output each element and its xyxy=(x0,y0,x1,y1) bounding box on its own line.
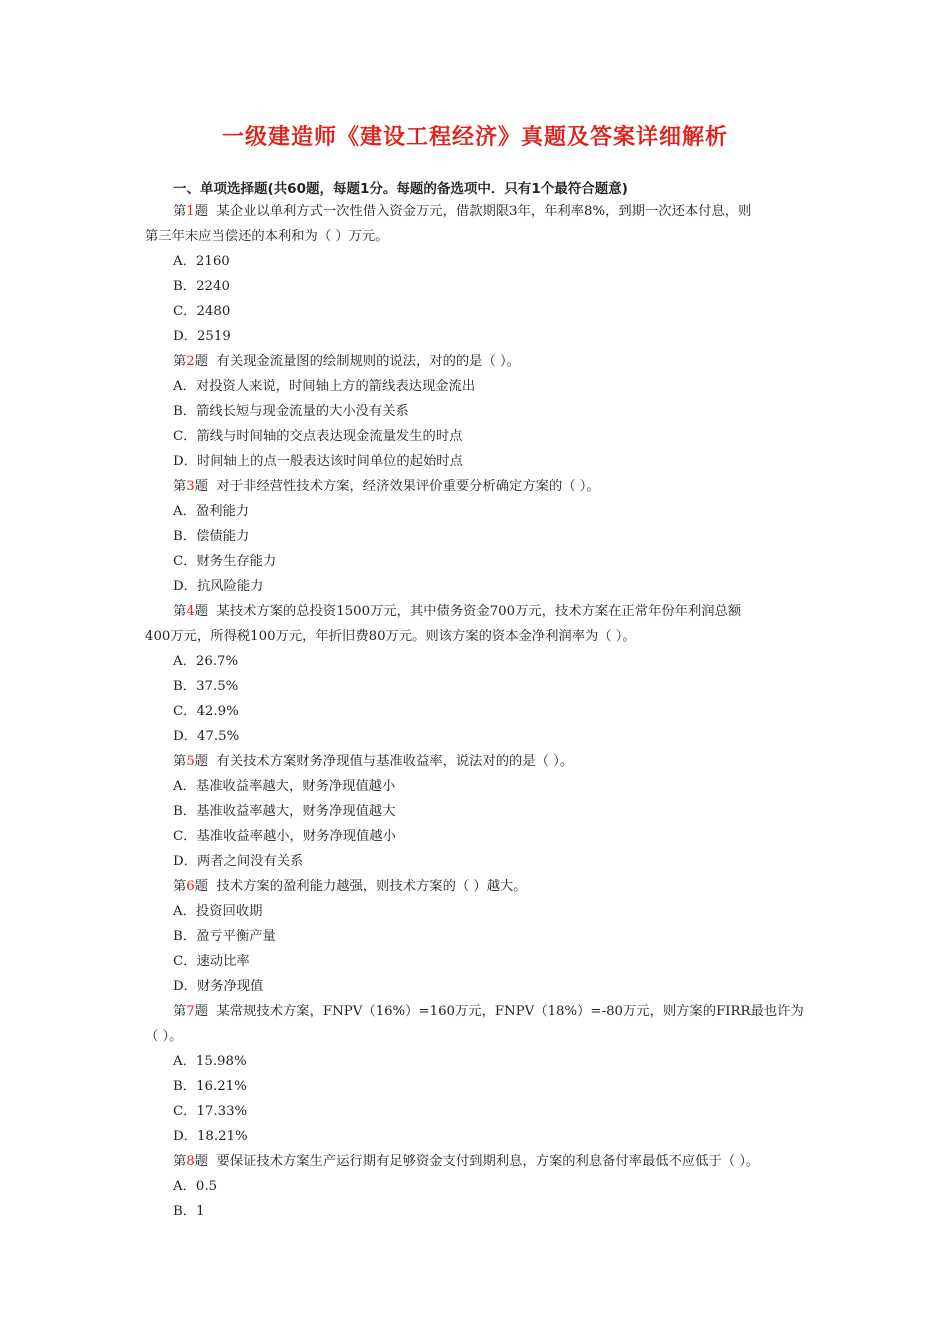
question-text: 有关现金流量图的绘制规则的说法，对的的是（ ）。 xyxy=(216,354,520,369)
question-2 xyxy=(145,349,825,374)
answer-option: B．2240 xyxy=(173,279,230,294)
question-prefix: 第 xyxy=(173,1154,187,1169)
question-7 xyxy=(145,999,825,1024)
question-prefix: 第 xyxy=(173,204,187,219)
answer-option: A．0.5 xyxy=(173,1179,218,1194)
answer-option: C．2480 xyxy=(173,304,231,319)
question-5 xyxy=(145,749,825,774)
answer-option: B．16.21% xyxy=(173,1079,247,1094)
question-6 xyxy=(145,874,825,899)
question-suffix: 题 xyxy=(194,1154,209,1169)
question-text-continued: （ ）。 xyxy=(145,1029,183,1044)
question-text: 技术方案的盈利能力越强，则技术方案的（ ）越大。 xyxy=(216,879,527,894)
answer-option: C．42.9% xyxy=(173,704,239,719)
answer-option: A．投资回收期 xyxy=(173,904,263,919)
answer-option: B．基准收益率越大，财务净现值越大 xyxy=(173,804,396,819)
question-text: 某企业以单利方式一次性借入资金万元，借款期限3年，年利率8%，到期一次还本付息，则 xyxy=(216,204,752,219)
question-number: 7 xyxy=(186,1004,195,1019)
question-prefix: 第 xyxy=(173,354,187,369)
question-text: 某常规技术方案，FNPV（16%）=160万元，FNPV（18%）=-80万元，则方案的FIRR最也许为 xyxy=(216,1004,804,1019)
answer-option: B．37.5% xyxy=(173,679,239,694)
question-prefix: 第 xyxy=(173,479,187,494)
answer-option: C．基准收益率越小，财务净现值越小 xyxy=(173,829,396,844)
question-suffix: 题 xyxy=(194,754,209,769)
question-prefix: 第 xyxy=(173,879,187,894)
answer-option: D．18.21% xyxy=(173,1129,248,1144)
question-prefix: 第 xyxy=(173,1004,187,1019)
answer-option: A．15.98% xyxy=(173,1054,247,1069)
question-number: 3 xyxy=(186,479,195,494)
answer-option: D．47.5% xyxy=(173,729,240,744)
answer-option: B．1 xyxy=(173,1204,205,1219)
question-8 xyxy=(145,1149,825,1174)
question-list xyxy=(145,199,825,1224)
question-number: 1 xyxy=(186,204,195,219)
section-heading: 一、单项选择题(共60题，每题1分。每题的备选项中．只有1个最符合题意) xyxy=(173,181,628,197)
answer-option: A．基准收益率越大，财务净现值越小 xyxy=(173,779,396,794)
question-suffix: 题 xyxy=(194,604,209,619)
answer-option: C．17.33% xyxy=(173,1104,248,1119)
question-number: 2 xyxy=(186,354,195,369)
answer-option: D．2519 xyxy=(173,329,231,344)
question-prefix: 第 xyxy=(173,754,187,769)
question-number: 5 xyxy=(186,754,195,769)
question-1 xyxy=(145,199,825,224)
question-3 xyxy=(145,474,825,499)
question-text-continued: 第三年末应当偿还的本利和为（ ）万元。 xyxy=(145,229,389,244)
question-number: 6 xyxy=(186,879,195,894)
answer-option: A．对投资人来说，时间轴上方的箭线表达现金流出 xyxy=(173,379,476,394)
answer-option: C．财务生存能力 xyxy=(173,554,277,569)
answer-option: B．偿债能力 xyxy=(173,529,250,544)
question-prefix: 第 xyxy=(173,604,187,619)
answer-option: C．速动比率 xyxy=(173,954,250,969)
answer-option: A．26.7% xyxy=(173,654,239,669)
question-suffix: 题 xyxy=(194,1004,209,1019)
answer-option: C．箭线与时间轴的交点表达现金流量发生的时点 xyxy=(173,429,463,444)
question-number: 8 xyxy=(186,1154,195,1169)
answer-option: B．箭线长短与现金流量的大小没有关系 xyxy=(173,404,409,419)
answer-option: B．盈亏平衡产量 xyxy=(173,929,276,944)
answer-option: D．财务净现值 xyxy=(173,979,264,994)
question-text: 有关技术方案财务净现值与基准收益率，说法对的的是（ ）。 xyxy=(216,754,574,769)
answer-option: D．时间轴上的点一般表达该时间单位的起始时点 xyxy=(173,454,463,469)
question-suffix: 题 xyxy=(194,354,209,369)
question-text: 对于非经营性技术方案，经济效果评价重要分析确定方案的（ ）。 xyxy=(216,479,600,494)
question-text: 某技术方案的总投资1500万元，其中债务资金700万元，技术方案在正常年份年利润总额 xyxy=(216,604,742,619)
question-suffix: 题 xyxy=(194,204,209,219)
answer-option: A．盈利能力 xyxy=(173,504,250,519)
document-title: 一级建造师《建设工程经济》真题及答案详细解析 xyxy=(221,125,728,150)
question-4 xyxy=(145,599,825,624)
question-suffix: 题 xyxy=(194,479,209,494)
answer-option: D．抗风险能力 xyxy=(173,579,264,594)
question-suffix: 题 xyxy=(194,879,209,894)
question-text-continued: 400万元，所得税100万元，年折旧费80万元。则该方案的资本金净利润率为（ ）。 xyxy=(145,629,636,644)
answer-option: A．2160 xyxy=(173,254,230,269)
answer-option: D．两者之间没有关系 xyxy=(173,854,304,869)
question-number: 4 xyxy=(186,604,195,619)
question-text: 要保证技术方案生产运行期有足够资金支付到期利息，方案的利息备付率最低不应低于（ ）。 xyxy=(216,1154,760,1169)
